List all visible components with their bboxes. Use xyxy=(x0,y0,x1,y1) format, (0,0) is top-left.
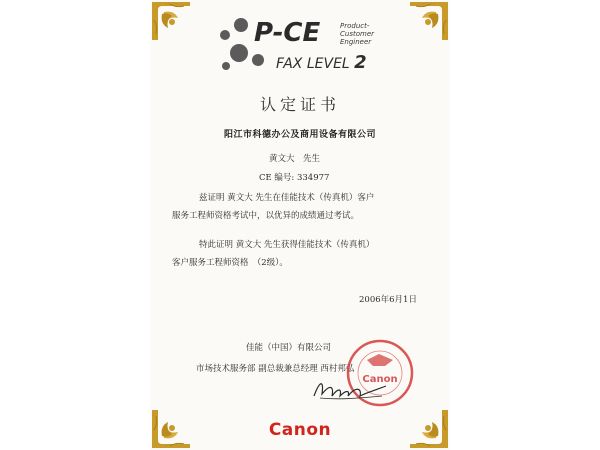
logo-dot xyxy=(220,30,230,40)
logo-dot xyxy=(230,44,248,62)
body-line-1: 兹证明 黄文大 先生在佳能技术（传真机）客户 xyxy=(199,193,375,203)
company-name: 阳江市科德办公及商用设备有限公司 xyxy=(223,130,376,140)
logo-dot xyxy=(234,18,248,32)
logo-dot xyxy=(252,54,264,66)
corner-ornament-top-right xyxy=(406,0,450,44)
logo-level: FAX LEVEL 2 xyxy=(276,52,367,73)
certificate-title: 认定证书 xyxy=(259,95,340,114)
certificate xyxy=(150,0,450,450)
logo-subtitle: Product- Customer Engineer xyxy=(340,22,375,46)
department-signatory: 市场技术服务部 副总裁兼总经理 西村邦弘 xyxy=(196,364,355,374)
body-line-2: 服务工程师资格考试中，以优异的成绩通过考试。 xyxy=(172,211,360,221)
svg-text:Canon: Canon xyxy=(362,374,398,385)
pce-logo xyxy=(220,16,390,74)
corner-ornament-top-left xyxy=(150,0,194,44)
logo-dot xyxy=(222,62,230,70)
body-line-4: 客户服务工程师资格 （2级）。 xyxy=(172,258,288,268)
issue-date: 2006年6月1日 xyxy=(359,295,417,305)
canon-logo: Canon xyxy=(268,420,332,440)
issuer-name: 佳能（中国）有限公司 xyxy=(246,343,332,353)
signature xyxy=(310,376,390,402)
ce-number: CE 编号: 334977 xyxy=(259,173,330,183)
body-line-3: 特此证明 黄文大 先生获得佳能技术（传真机） xyxy=(199,240,375,250)
logo-brand: P-CE xyxy=(254,18,321,48)
holder-name: 黄文大 先生 xyxy=(269,154,321,164)
